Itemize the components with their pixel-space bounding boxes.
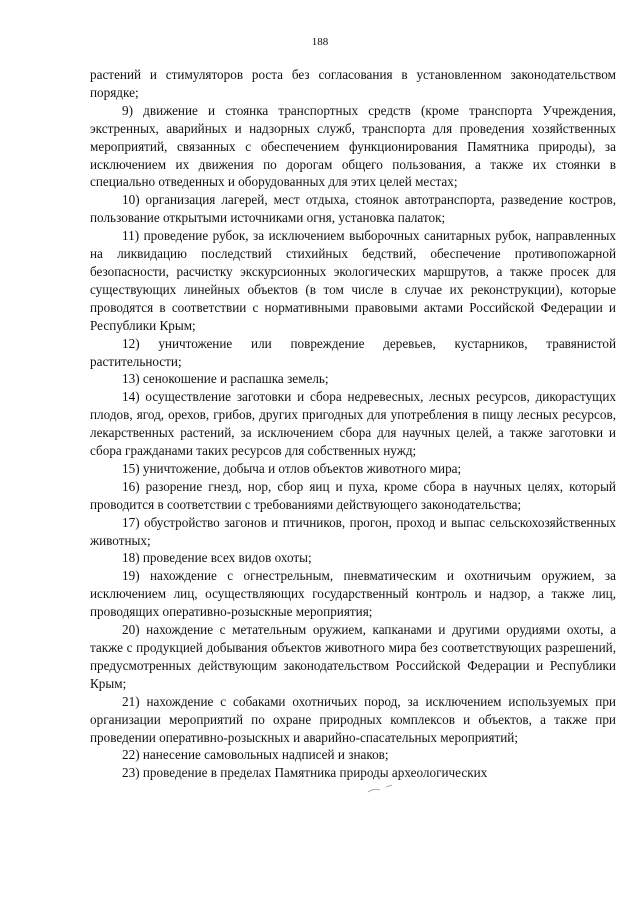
list-item-19: 19) нахождение с огнестрельным, пневматическим и охотничьим оружием, за исключением лиц, осуществляющих государственный контроль и надзор, а также лиц, проводящих оперативно-розыскные мероприятия; [90, 568, 616, 620]
list-item-17: 17) обустройство загонов и птичников, прогон, проход и выпас сельскохозяйственных животных; [90, 514, 616, 548]
list-item-22: 22) нанесение самовольных надписей и знаков; [122, 747, 389, 763]
list-item-21: 21) нахождение с собаками охотничьих пород, за исключением используемых при организации мероприятий по охране природных комплексов и объектов, а также при проведении оперативно-розыскных и аварийно-спасательных мероприятий; [90, 693, 616, 745]
list-item-23: 23) проведение в пределах Памятника природы археологических [122, 765, 488, 781]
list-item-13: 13) сенокошение и распашка земель; [122, 371, 329, 387]
list-item-14: 14) осуществление заготовки и сбора недревесных, лесных ресурсов, дикорастущих плодов, ягод, орехов, грибов, других пригодных для употребления в пищу лесных ресурсов, лекарственных растений, за исключением сбора для научных целей, а также заготовки и сбора гражданами таких ресурсов для собственных нужд; [90, 389, 616, 459]
list-item-18: 18) проведение всех видов охоты; [122, 550, 312, 566]
list-item-9: 9) движение и стоянка транспортных средств (кроме транспорта Учреждения, экстренных, аварийных и надзорных служб, транспорта для проведения хозяйственных мероприятий, связанных с обеспечением функционирования Памятника природы), за исключением их движения по дорогам общего пользования, а также их стоянки в специально отведенных и оборудованных для этих целей местах; [90, 102, 616, 190]
list-item-12: 12) уничтожение или повреждение деревьев, кустарников, травянистой растительности; [90, 335, 616, 369]
list-item-16: 16) разорение гнезд, нор, сбор яиц и пуха, кроме сбора в научных целях, который проводится в соответствии с требованиями действующего законодательства; [90, 478, 616, 512]
document-body [90, 66, 616, 782]
list-item-10: 10) организация лагерей, мест отдыха, стоянок автотранспорта, разведение костров, пользование открытыми источниками огня, установка палаток; [90, 192, 616, 226]
list-item-15: 15) уничтожение, добыча и отлов объектов животного мира; [122, 460, 462, 476]
paragraph-continuation: растений и стимуляторов роста без согласования в установленном законодательством порядке; [90, 67, 616, 100]
list-item-20: 20) нахождение с метательным оружием, капканами и другими орудиями охоты, а также с продукцией добывания объектов животного мира без соответствующих разрешений, предусмотренных действующим законодательством Российской Федерации и Республики Крым; [90, 622, 616, 691]
page-number: 188 [311, 36, 329, 48]
list-item-11: 11) проведение рубок, за исключением выборочных санитарных рубок, направленных на ликвидацию последствий стихийных бедствий, обеспечение противопожарной безопасности, расчистку экскурсионных экологических маршрутов, а также просек для существующих линейных объектов (в том числе в случае их реконструкции), которые проводятся в соответствии с нормативными правовыми актами Российской Федерации и Республики Крым; [90, 228, 616, 333]
